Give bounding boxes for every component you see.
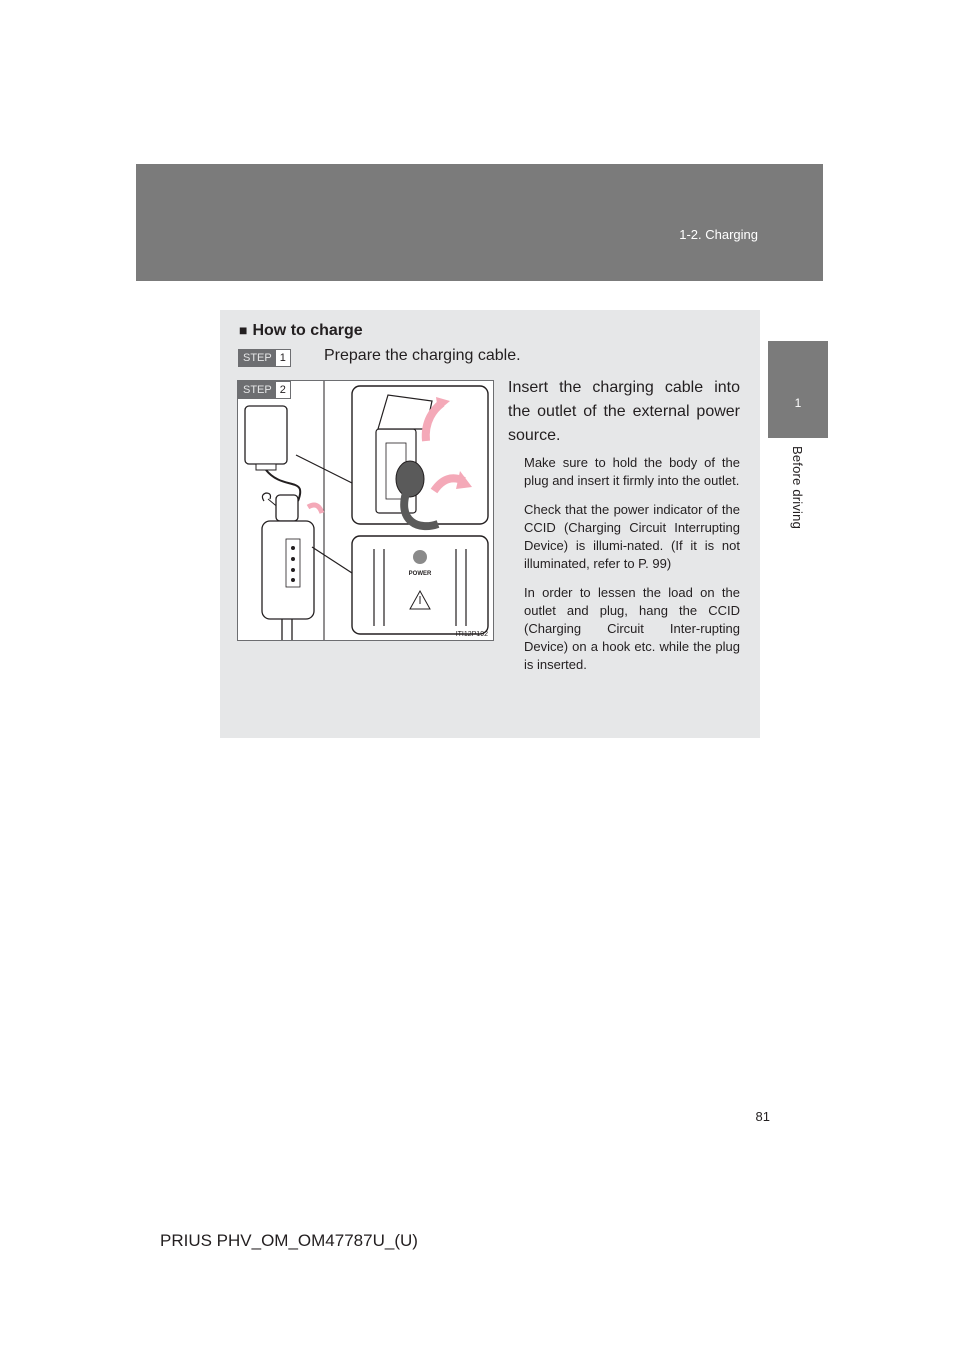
- note-hold-plug: Make sure to hold the body of the plug and insert it firmly into the outlet.: [524, 455, 740, 488]
- step-1-text: Prepare the charging cable.: [324, 347, 521, 364]
- note-power-indicator: Check that the power indicator of the CCID (Charging Circuit Interrupting Device) is illumi-nated. (If it is not illuminated, refer to P. 99): [524, 502, 740, 571]
- step-number: 2: [279, 384, 286, 396]
- step-1-badge: [238, 349, 291, 367]
- panel-title: How to charge: [252, 322, 363, 339]
- chapter-label: Before driving: [790, 446, 805, 530]
- step-label: STEP: [239, 382, 276, 398]
- power-label: POWER: [408, 571, 432, 577]
- note-hang-ccid: In order to lessen the load on the outlet and plug, hang the CCID (Charging Circuit Inter-rupting Device) on a hook etc. while the plug is inserted.: [524, 585, 740, 672]
- step-label: STEP: [239, 350, 276, 366]
- page-number: 81: [755, 1109, 770, 1124]
- step-2-badge: [238, 381, 291, 399]
- header-band: [136, 164, 823, 281]
- section-title: 1-2. Charging: [679, 227, 758, 242]
- chapter-number: 1: [794, 396, 802, 410]
- step-number: 1: [279, 352, 286, 364]
- square-bullet-icon: ■: [239, 322, 248, 338]
- how-to-charge-panel: [220, 310, 760, 738]
- panel-heading: [239, 322, 363, 340]
- charging-illustration: [237, 380, 494, 641]
- step-2-notes: [524, 454, 740, 685]
- figure-code: ITI12P192: [455, 631, 488, 638]
- charging-cable-drawing: [238, 381, 493, 640]
- chapter-tab: [768, 341, 828, 438]
- footer-document-code: PRIUS PHV_OM_OM47787U_(U): [160, 1231, 418, 1250]
- step-2-text: Insert the charging cable into the outlet of the external power source.: [508, 379, 740, 444]
